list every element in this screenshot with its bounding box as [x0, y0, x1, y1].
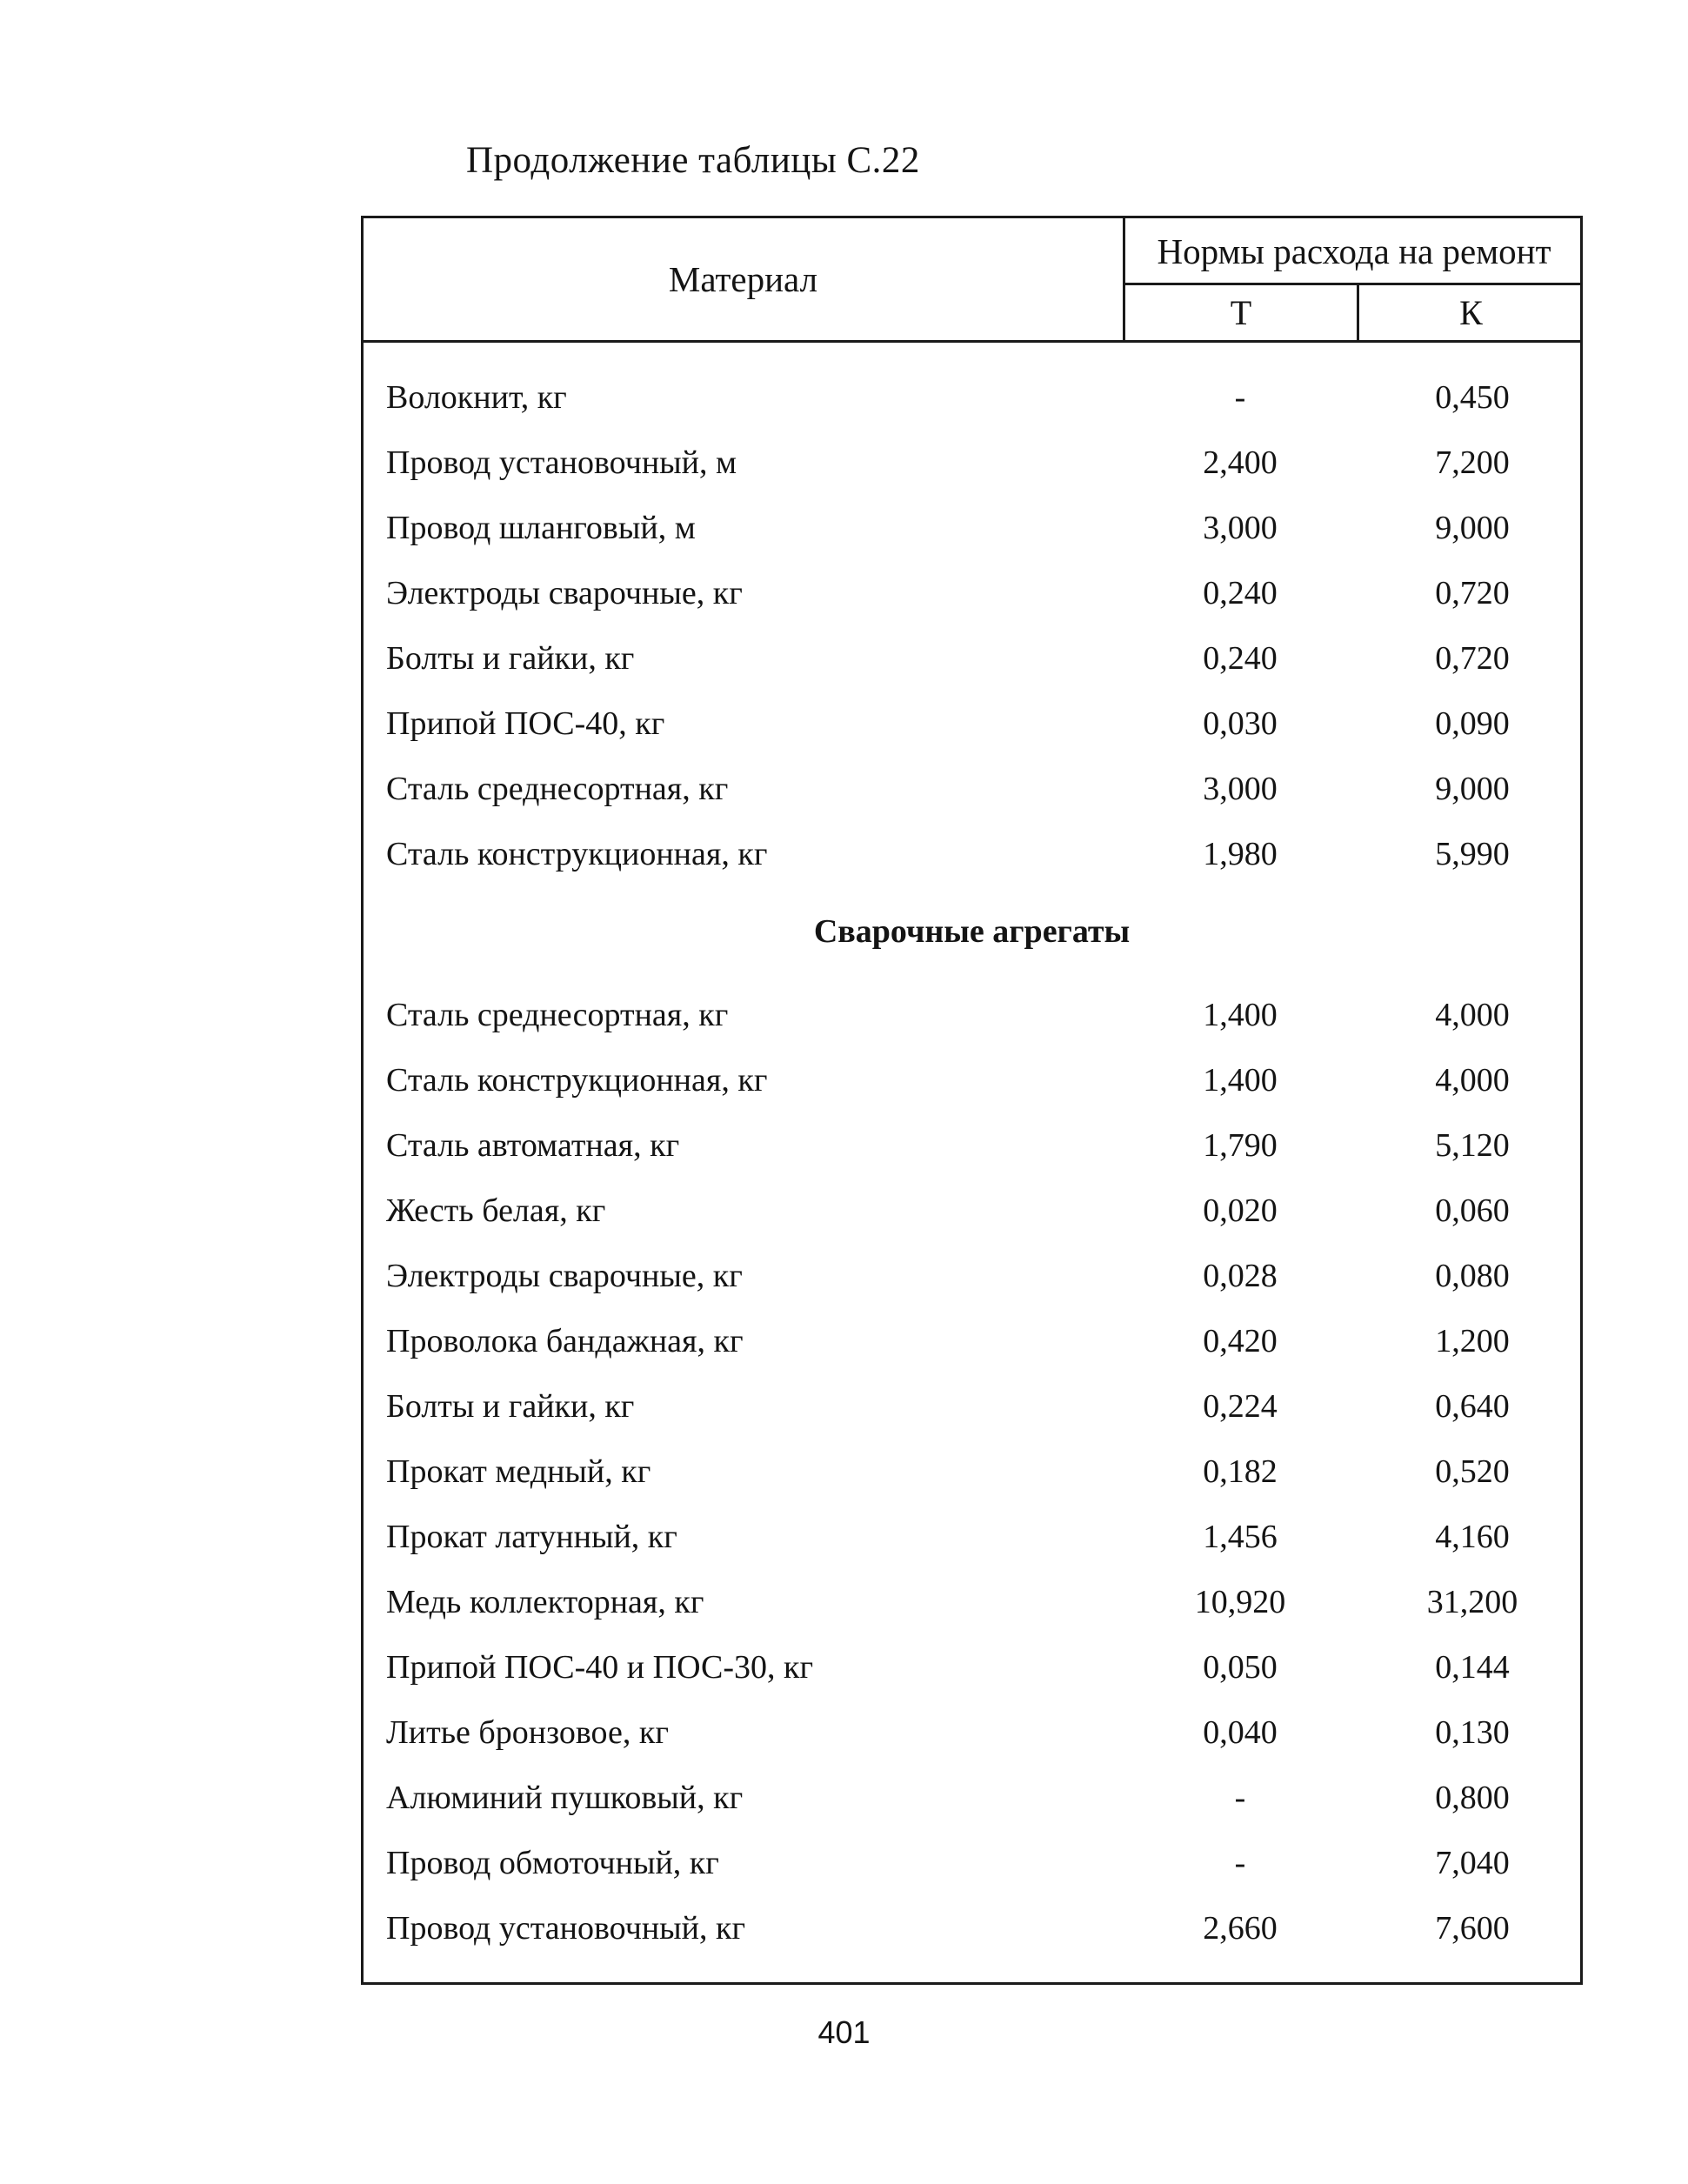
t-value-cell: 0,050 [1203, 1649, 1278, 1686]
table-row [364, 1380, 1580, 1433]
material-cell: Проволока бандажная, кг [386, 1323, 744, 1359]
k-value-cell: 4,000 [1435, 997, 1510, 1033]
material-cell: Прокат латунный, кг [386, 1519, 677, 1555]
column-header-t: Т [1230, 292, 1252, 332]
table-row [364, 763, 1580, 815]
k-value-cell: 7,040 [1435, 1845, 1510, 1881]
page-number: 401 [817, 2014, 871, 2050]
column-header-material: Материал [668, 259, 818, 299]
column-header-norms: Нормы расхода на ремонт [1157, 231, 1551, 271]
k-value-cell: 0,520 [1435, 1453, 1510, 1490]
table-row [364, 1837, 1580, 1889]
section-title: Сварочные агрегаты [813, 913, 1131, 950]
t-value-cell: - [1234, 1780, 1246, 1816]
t-value-cell: 3,000 [1203, 771, 1278, 807]
k-value-cell: 31,200 [1426, 1584, 1518, 1620]
t-value-cell: 10,920 [1194, 1584, 1286, 1620]
t-value-cell: 3,000 [1203, 510, 1278, 546]
table-row [364, 828, 1580, 880]
table-row [364, 1902, 1580, 1954]
material-cell: Провод установочный, кг [386, 1910, 746, 1947]
t-value-cell: 1,456 [1203, 1519, 1278, 1555]
t-value-cell: 1,980 [1203, 836, 1278, 872]
k-value-cell: 9,000 [1435, 771, 1510, 807]
t-value-cell: 0,028 [1203, 1258, 1278, 1294]
material-cell: Алюминий пушковый, кг [386, 1780, 744, 1816]
material-cell: Провод обмоточный, кг [386, 1845, 719, 1881]
k-value-cell: 4,000 [1435, 1062, 1510, 1099]
material-cell: Провод шланговый, м [386, 510, 696, 546]
k-value-cell: 1,200 [1435, 1323, 1510, 1359]
t-value-cell: 0,240 [1203, 575, 1278, 611]
material-cell: Прокат медный, кг [386, 1453, 651, 1490]
k-value-cell: 0,720 [1435, 575, 1510, 611]
table-row [364, 1054, 1580, 1106]
t-value-cell: 0,182 [1203, 1453, 1278, 1490]
material-cell: Волокнит, кг [386, 379, 567, 416]
table-row [364, 567, 1580, 619]
table-row [364, 437, 1580, 489]
k-value-cell: 0,090 [1435, 705, 1510, 742]
material-cell: Болты и гайки, кг [386, 1388, 635, 1425]
material-cell: Электроды сварочные, кг [386, 575, 743, 611]
k-value-cell: 4,160 [1435, 1519, 1510, 1555]
k-value-cell: 5,990 [1435, 836, 1510, 872]
material-cell: Сталь конструкционная, кг [386, 1062, 768, 1099]
table-row [364, 989, 1580, 1041]
table-row [364, 1315, 1580, 1367]
t-value-cell: - [1234, 1845, 1246, 1881]
t-value-cell: 1,400 [1203, 997, 1278, 1033]
material-cell: Медь коллекторная, кг [386, 1584, 704, 1620]
material-cell: Литье бронзовое, кг [386, 1714, 669, 1751]
t-value-cell: 2,400 [1203, 444, 1278, 481]
k-value-cell: 7,200 [1435, 444, 1510, 481]
material-cell: Припой ПОС-40, кг [386, 705, 665, 742]
column-header-k: К [1459, 292, 1483, 332]
table-row [364, 1250, 1580, 1302]
k-value-cell: 0,450 [1435, 379, 1510, 416]
material-cell: Жесть белая, кг [386, 1192, 606, 1229]
table-row [364, 371, 1580, 424]
k-value-cell: 0,060 [1435, 1192, 1510, 1229]
table-row [364, 1119, 1580, 1172]
k-value-cell: 0,640 [1435, 1388, 1510, 1425]
material-cell: Электроды сварочные, кг [386, 1258, 743, 1294]
table-row [364, 698, 1580, 750]
k-value-cell: 0,144 [1435, 1649, 1510, 1686]
table-row [364, 1185, 1580, 1237]
k-value-cell: 0,130 [1435, 1714, 1510, 1751]
k-value-cell: 0,080 [1435, 1258, 1510, 1294]
t-value-cell: - [1234, 379, 1246, 416]
table-row [364, 502, 1580, 554]
k-value-cell: 0,720 [1435, 640, 1510, 677]
t-value-cell: 0,030 [1203, 705, 1278, 742]
k-value-cell: 5,120 [1435, 1127, 1510, 1164]
material-cell: Припой ПОС-40 и ПОС-30, кг [386, 1649, 814, 1686]
material-cell: Сталь автоматная, кг [386, 1127, 680, 1164]
header-bottom-rule [364, 340, 1580, 343]
table-row [364, 1511, 1580, 1563]
table-row [364, 1641, 1580, 1693]
table-row [364, 1446, 1580, 1498]
table-caption: Продолжение таблицы С.22 [466, 140, 920, 181]
table-row [364, 1706, 1580, 1759]
table-row [364, 1772, 1580, 1824]
k-value-cell: 0,800 [1435, 1780, 1510, 1816]
k-value-cell: 9,000 [1435, 510, 1510, 546]
t-value-cell: 0,240 [1203, 640, 1278, 677]
material-cell: Сталь среднесортная, кг [386, 771, 729, 807]
material-cell: Болты и гайки, кг [386, 640, 635, 677]
table-row [364, 1576, 1580, 1628]
materials-table [361, 216, 1583, 1985]
table-row [364, 632, 1580, 685]
t-value-cell: 0,224 [1203, 1388, 1278, 1425]
t-value-cell: 1,790 [1203, 1127, 1278, 1164]
material-cell: Сталь конструкционная, кг [386, 836, 768, 872]
t-value-cell: 2,660 [1203, 1910, 1278, 1947]
material-cell: Сталь среднесортная, кг [386, 997, 729, 1033]
t-value-cell: 0,020 [1203, 1192, 1278, 1229]
t-value-cell: 0,040 [1203, 1714, 1278, 1751]
k-value-cell: 7,600 [1435, 1910, 1510, 1947]
t-value-cell: 1,400 [1203, 1062, 1278, 1099]
material-cell: Провод установочный, м [386, 444, 737, 481]
t-value-cell: 0,420 [1203, 1323, 1278, 1359]
